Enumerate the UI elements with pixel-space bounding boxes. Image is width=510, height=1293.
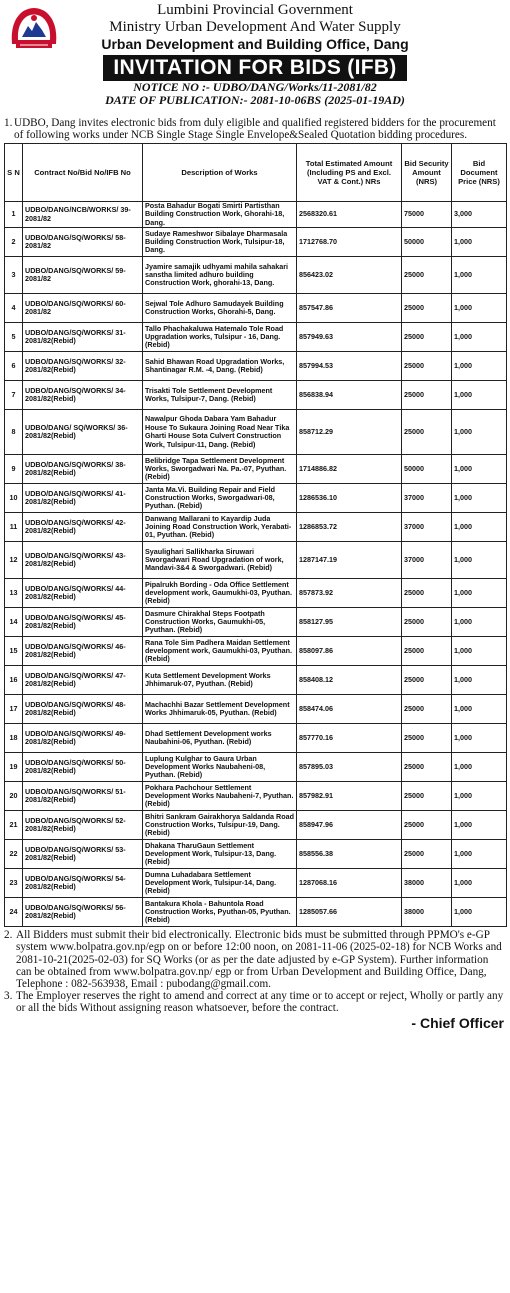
table-row bbox=[5, 381, 507, 410]
cell-amount: 1286853.72 bbox=[297, 513, 402, 542]
intro-text: UDBO, Dang invites electronic bids from duly eligible and qualified registered bidders for the procurement of following works under NCB Single Stage Single Envelope&Sealed Quotation bidding procedures. bbox=[14, 117, 496, 141]
cell-price: 1,000 bbox=[452, 381, 507, 410]
cell-sn: 7 bbox=[5, 381, 23, 410]
cell-security: 75000 bbox=[402, 202, 452, 228]
cell-security: 25000 bbox=[402, 811, 452, 840]
cell-price: 1,000 bbox=[452, 257, 507, 294]
cell-description: Tallo Phachakaluwa Hatemalo Tole Road Upgradation works, Tulsipur - 16, Dang. (Rebid) bbox=[143, 323, 297, 352]
cell-price: 1,000 bbox=[452, 542, 507, 579]
cell-security: 25000 bbox=[402, 352, 452, 381]
cell-sn: 3 bbox=[5, 257, 23, 294]
table-row bbox=[5, 455, 507, 484]
cell-sn: 22 bbox=[5, 840, 23, 869]
table-row bbox=[5, 202, 507, 228]
cell-price: 1,000 bbox=[452, 811, 507, 840]
cell-contract: UDBO/DANG/SQ/WORKS/ 58-2081/82 bbox=[23, 228, 143, 257]
table-row bbox=[5, 753, 507, 782]
cell-price: 1,000 bbox=[452, 753, 507, 782]
bids-table bbox=[4, 143, 507, 927]
cell-amount: 1287068.16 bbox=[297, 869, 402, 898]
cell-amount: 856423.02 bbox=[297, 257, 402, 294]
cell-price: 1,000 bbox=[452, 724, 507, 753]
cell-description: Sudaye Rameshwor Sibalaye Dharmasala Building Construction Work, Tulsipur-18, Dang. bbox=[143, 228, 297, 257]
footer-item-2-number: 2. bbox=[4, 929, 13, 942]
cell-security: 25000 bbox=[402, 840, 452, 869]
cell-description: Nawalpur Ghoda Dabara Yam Bahadur House To Sukaura Joining Road Near Tika Gharti House Sota Culvert Construction Work, Tulsipur-11, Dang. (Rebid) bbox=[143, 410, 297, 455]
header-government: Lumbini Provincial Government bbox=[157, 2, 353, 18]
table-row bbox=[5, 352, 507, 381]
cell-sn: 19 bbox=[5, 753, 23, 782]
bids-table-body bbox=[5, 202, 507, 927]
cell-contract: UDBO/DANG/SQ/WORKS/ 51-2081/82(Rebid) bbox=[23, 782, 143, 811]
table-row bbox=[5, 724, 507, 753]
table-row bbox=[5, 323, 507, 352]
cell-security: 25000 bbox=[402, 782, 452, 811]
footer-item-2 bbox=[4, 929, 506, 990]
header-document-price: Bid Document Price (NRS) bbox=[452, 144, 507, 202]
cell-sn: 4 bbox=[5, 294, 23, 323]
cell-amount: 1712768.70 bbox=[297, 228, 402, 257]
cell-contract: UDBO/DANG/SQ/WORKS/ 41-2081/82(Rebid) bbox=[23, 484, 143, 513]
cell-description: Belibridge Tapa Settlement Development Works, Sworgadwari Na. Pa.-07, Pyuthan. (Rebid) bbox=[143, 455, 297, 484]
notice-footer bbox=[4, 929, 506, 1029]
cell-amount: 1285057.66 bbox=[297, 898, 402, 927]
cell-security: 37000 bbox=[402, 484, 452, 513]
cell-security: 25000 bbox=[402, 410, 452, 455]
cell-sn: 10 bbox=[5, 484, 23, 513]
table-row bbox=[5, 898, 507, 927]
cell-amount: 857547.86 bbox=[297, 294, 402, 323]
cell-price: 1,000 bbox=[452, 869, 507, 898]
publication-date: DATE OF PUBLICATION:- 2081-10-06BS (2025-01-19AD) bbox=[105, 93, 405, 107]
cell-sn: 24 bbox=[5, 898, 23, 927]
cell-price: 1,000 bbox=[452, 352, 507, 381]
header-office: Urban Development and Building Office, Dang bbox=[101, 36, 409, 52]
cell-security: 38000 bbox=[402, 869, 452, 898]
table-row bbox=[5, 869, 507, 898]
cell-security: 37000 bbox=[402, 513, 452, 542]
cell-contract: UDBO/DANG/SQ/WORKS/ 45-2081/82(Rebid) bbox=[23, 608, 143, 637]
cell-contract: UDBO/DANG/SQ/WORKS/ 32-2081/82(Rebid) bbox=[23, 352, 143, 381]
cell-description: Pokhara Pachchour Settlement Development Works Naubaheni-7, Pyuthan. (Rebid) bbox=[143, 782, 297, 811]
cell-sn: 6 bbox=[5, 352, 23, 381]
cell-security: 25000 bbox=[402, 608, 452, 637]
cell-description: Sahid Bhawan Road Upgradation Works, Shantinagar R.M. -4, Dang. (Rebid) bbox=[143, 352, 297, 381]
table-row bbox=[5, 542, 507, 579]
cell-security: 25000 bbox=[402, 323, 452, 352]
cell-contract: UDBO/DANG/SQ/WORKS/ 46-2081/82(Rebid) bbox=[23, 637, 143, 666]
table-row bbox=[5, 811, 507, 840]
cell-sn: 12 bbox=[5, 542, 23, 579]
cell-amount: 1287147.19 bbox=[297, 542, 402, 579]
cell-amount: 2568320.61 bbox=[297, 202, 402, 228]
cell-amount: 858556.38 bbox=[297, 840, 402, 869]
cell-description: Dasmure Chirakhal Steps Footpath Construction Works, Gaumukhi-05, Pyuthan. (Rebid) bbox=[143, 608, 297, 637]
cell-security: 25000 bbox=[402, 579, 452, 608]
cell-contract: UDBO/DANG/SQ/WORKS/ 42-2081/82(Rebid) bbox=[23, 513, 143, 542]
cell-price: 1,000 bbox=[452, 323, 507, 352]
footer-item-3-number: 3. bbox=[4, 990, 13, 1003]
header-description: Description of Works bbox=[143, 144, 297, 202]
cell-sn: 13 bbox=[5, 579, 23, 608]
cell-description: Dhad Settlement Development works Naubahini-06, Pyuthan. (Rebid) bbox=[143, 724, 297, 753]
cell-security: 25000 bbox=[402, 381, 452, 410]
signature: - Chief Officer bbox=[411, 1014, 504, 1031]
cell-price: 1,000 bbox=[452, 579, 507, 608]
cell-amount: 858097.86 bbox=[297, 637, 402, 666]
table-row bbox=[5, 257, 507, 294]
table-row bbox=[5, 608, 507, 637]
cell-amount: 857994.53 bbox=[297, 352, 402, 381]
cell-sn: 18 bbox=[5, 724, 23, 753]
cell-security: 25000 bbox=[402, 637, 452, 666]
cell-price: 1,000 bbox=[452, 410, 507, 455]
cell-sn: 15 bbox=[5, 637, 23, 666]
cell-description: Trisakti Tole Settlement Development Works, Tulsipur-7, Dang. (Rebid) bbox=[143, 381, 297, 410]
cell-price: 1,000 bbox=[452, 898, 507, 927]
cell-contract: UDBO/DANG/SQ/WORKS/ 31-2081/82(Rebid) bbox=[23, 323, 143, 352]
cell-price: 1,000 bbox=[452, 455, 507, 484]
cell-description: Posta Bahadur Bogati Smirti Partisthan Building Construction Work, Ghorahi-18, Dang. bbox=[143, 202, 297, 228]
cell-description: Jyamire samajik udhyami mahila sahakari sanstha limited adhuro building Construction Work, ghorahi-13, Dang. bbox=[143, 257, 297, 294]
cell-amount: 857949.63 bbox=[297, 323, 402, 352]
cell-sn: 8 bbox=[5, 410, 23, 455]
cell-security: 25000 bbox=[402, 753, 452, 782]
cell-description: Sejwal Tole Adhuro Samudayek Building Construction Works, Ghorahi-5, Dang. bbox=[143, 294, 297, 323]
cell-security: 25000 bbox=[402, 724, 452, 753]
footer-item-2-text: All Bidders must submit their bid electronically. Electronic bids must be submitted through PPMO's e-GP system www.bolpatra.gov.np/egp on or before 12:00 noon, on 2081-11-06 (2025-02-18) for NCB Works and 2081-10-21(2025-02-03) for SQ Works (or as per the date adjusted by e-GP System). Further information can be obtained from www.bolpatra.gov.np/ egp or from Urban Development and Building Office, Dang, Telephone : 082-563938, Email : pubodang@gmail.com. bbox=[16, 929, 502, 991]
cell-description: Dumna Luhadabara Settlement Development Work, Tulsipur-14, Dang. (Rebid) bbox=[143, 869, 297, 898]
cell-sn: 23 bbox=[5, 869, 23, 898]
header-sn: S N bbox=[5, 144, 23, 202]
cell-sn: 21 bbox=[5, 811, 23, 840]
table-row bbox=[5, 579, 507, 608]
table-row bbox=[5, 840, 507, 869]
cell-amount: 857982.91 bbox=[297, 782, 402, 811]
table-row bbox=[5, 637, 507, 666]
table-row bbox=[5, 782, 507, 811]
cell-security: 50000 bbox=[402, 455, 452, 484]
cell-price: 1,000 bbox=[452, 637, 507, 666]
cell-sn: 1 bbox=[5, 202, 23, 228]
cell-price: 1,000 bbox=[452, 484, 507, 513]
cell-description: Rana Tole Sim Padhera Maidan Settlement development work, Gaumukhi-03, Pyuthan. (Rebid) bbox=[143, 637, 297, 666]
cell-sn: 14 bbox=[5, 608, 23, 637]
footer-item-3 bbox=[4, 990, 506, 1014]
cell-price: 1,000 bbox=[452, 513, 507, 542]
cell-price: 1,000 bbox=[452, 782, 507, 811]
cell-price: 1,000 bbox=[452, 294, 507, 323]
cell-description: Bantakura Khola - Bahuntola Road Construction Works, Pyuthan-05, Pyuthan. (Rebid) bbox=[143, 898, 297, 927]
cell-price: 1,000 bbox=[452, 228, 507, 257]
cell-sn: 2 bbox=[5, 228, 23, 257]
cell-amount: 858474.06 bbox=[297, 695, 402, 724]
cell-contract: UDBO/DANG/NCB/WORKS/ 39-2081/82 bbox=[23, 202, 143, 228]
cell-amount: 857873.92 bbox=[297, 579, 402, 608]
cell-sn: 9 bbox=[5, 455, 23, 484]
government-emblem-icon bbox=[8, 4, 60, 50]
cell-price: 1,000 bbox=[452, 840, 507, 869]
header-bid-security: Bid Security Amount (NRS) bbox=[402, 144, 452, 202]
cell-price: 1,000 bbox=[452, 608, 507, 637]
cell-contract: UDBO/DANG/SQ/WORKS/ 43-2081/82(Rebid) bbox=[23, 542, 143, 579]
intro-number: 1. bbox=[4, 117, 13, 129]
cell-amount: 856838.94 bbox=[297, 381, 402, 410]
notice-page bbox=[4, 0, 506, 1029]
cell-contract: UDBO/DANG/SQ/WORKS/ 50-2081/82(Rebid) bbox=[23, 753, 143, 782]
cell-sn: 5 bbox=[5, 323, 23, 352]
cell-contract: UDBO/DANG/SQ/WORKS/ 48-2081/82(Rebid) bbox=[23, 695, 143, 724]
cell-description: Machachhi Bazar Settlement Development Works Jhhimaruk-05, Pyuthan. (Rebid) bbox=[143, 695, 297, 724]
cell-description: Dhakana TharuGaun Settlement Development Work, Tulsipur-13, Dang. (Rebid) bbox=[143, 840, 297, 869]
cell-security: 50000 bbox=[402, 228, 452, 257]
cell-contract: UDBO/DANG/SQ/WORKS/ 52-2081/82(Rebid) bbox=[23, 811, 143, 840]
header-estimated-amount: Total Estimated Amount (Including PS and Excl. VAT & Cont.) NRs bbox=[297, 144, 402, 202]
cell-amount: 857895.03 bbox=[297, 753, 402, 782]
header-ministry: Ministry Urban Development And Water Supply bbox=[109, 19, 401, 35]
table-row bbox=[5, 695, 507, 724]
intro-paragraph bbox=[4, 117, 506, 141]
cell-description: Luplung Kulghar to Gaura Urban Development Works Naubaheni-08, Pyuthan. (Rebid) bbox=[143, 753, 297, 782]
cell-contract: UDBO/DANG/ SQ/WORKS/ 36-2081/82(Rebid) bbox=[23, 410, 143, 455]
cell-sn: 20 bbox=[5, 782, 23, 811]
cell-description: Pipalrukh Bording - Oda Office Settlement development work, Gaumukhi-03, Pyuthan. (Rebid) bbox=[143, 579, 297, 608]
cell-price: 1,000 bbox=[452, 666, 507, 695]
notice-header bbox=[4, 0, 506, 114]
footer-item-3-text: The Employer reserves the right to amend and correct at any time or to accept or reject, Wholly or partly any or all the bids Without assigning reason whatsoever, before the contract. bbox=[16, 990, 504, 1015]
cell-security: 25000 bbox=[402, 257, 452, 294]
cell-contract: UDBO/DANG/SQ/WORKS/ 34-2081/82(Rebid) bbox=[23, 381, 143, 410]
cell-security: 38000 bbox=[402, 898, 452, 927]
cell-description: Syaulighari Sallikharka Siruwari Sworgadwari Road Upgradation of work, Mandavi-3&4 & Sworgadwari. (Rebid) bbox=[143, 542, 297, 579]
cell-description: Kuta Settlement Development Works Jhhimaruk-07, Pyuthan. (Rebid) bbox=[143, 666, 297, 695]
cell-amount: 857770.16 bbox=[297, 724, 402, 753]
cell-amount: 858947.96 bbox=[297, 811, 402, 840]
table-row bbox=[5, 228, 507, 257]
cell-contract: UDBO/DANG/SQ/WORKS/ 54-2081/82(Rebid) bbox=[23, 869, 143, 898]
cell-description: Janta Ma.Vi. Building Repair and Field Construction Works, Sworgadwari-08, Pyuthan. (Rebid) bbox=[143, 484, 297, 513]
cell-price: 1,000 bbox=[452, 695, 507, 724]
page-title: INVITATION FOR BIDS (IFB) bbox=[103, 55, 406, 81]
table-row bbox=[5, 666, 507, 695]
cell-contract: UDBO/DANG/SQ/WORKS/ 49-2081/82(Rebid) bbox=[23, 724, 143, 753]
cell-security: 37000 bbox=[402, 542, 452, 579]
cell-contract: UDBO/DANG/SQ/WORKS/ 59-2081/82 bbox=[23, 257, 143, 294]
cell-amount: 1286536.10 bbox=[297, 484, 402, 513]
cell-contract: UDBO/DANG/SQ/WORKS/ 38-2081/82(Rebid) bbox=[23, 455, 143, 484]
cell-contract: UDBO/DANG/SQ/WORKS/ 44-2081/82(Rebid) bbox=[23, 579, 143, 608]
cell-price: 3,000 bbox=[452, 202, 507, 228]
cell-contract: UDBO/DANG/SQ/WORKS/ 56-2081/82(Rebid) bbox=[23, 898, 143, 927]
notice-number: NOTICE NO :- UDBO/DANG/Works/11-2081/82 bbox=[133, 80, 377, 94]
cell-sn: 16 bbox=[5, 666, 23, 695]
cell-amount: 858712.29 bbox=[297, 410, 402, 455]
cell-amount: 858127.95 bbox=[297, 608, 402, 637]
cell-amount: 858408.12 bbox=[297, 666, 402, 695]
cell-description: Danwang Mallarani to Kayardip Juda Joining Road Construction Work, Yerabati-01, Pyuthan. (Rebid) bbox=[143, 513, 297, 542]
cell-description: Bhitri Sankram Gairakhorya Saldanda Road Construction Works, Tulsipur-19, Dang. (Rebid) bbox=[143, 811, 297, 840]
cell-contract: UDBO/DANG/SQ/WORKS/ 53-2081/82(Rebid) bbox=[23, 840, 143, 869]
cell-security: 25000 bbox=[402, 666, 452, 695]
table-header-row bbox=[5, 144, 507, 202]
cell-contract: UDBO/DANG/SQ/WORKS/ 47-2081/82(Rebid) bbox=[23, 666, 143, 695]
header-contract-no: Contract No/Bid No/IFB No bbox=[23, 144, 143, 202]
cell-security: 25000 bbox=[402, 294, 452, 323]
cell-sn: 11 bbox=[5, 513, 23, 542]
table-row bbox=[5, 513, 507, 542]
cell-security: 25000 bbox=[402, 695, 452, 724]
table-row bbox=[5, 484, 507, 513]
cell-contract: UDBO/DANG/SQ/WORKS/ 60-2081/82 bbox=[23, 294, 143, 323]
cell-amount: 1714886.82 bbox=[297, 455, 402, 484]
cell-sn: 17 bbox=[5, 695, 23, 724]
table-row bbox=[5, 410, 507, 455]
table-row bbox=[5, 294, 507, 323]
